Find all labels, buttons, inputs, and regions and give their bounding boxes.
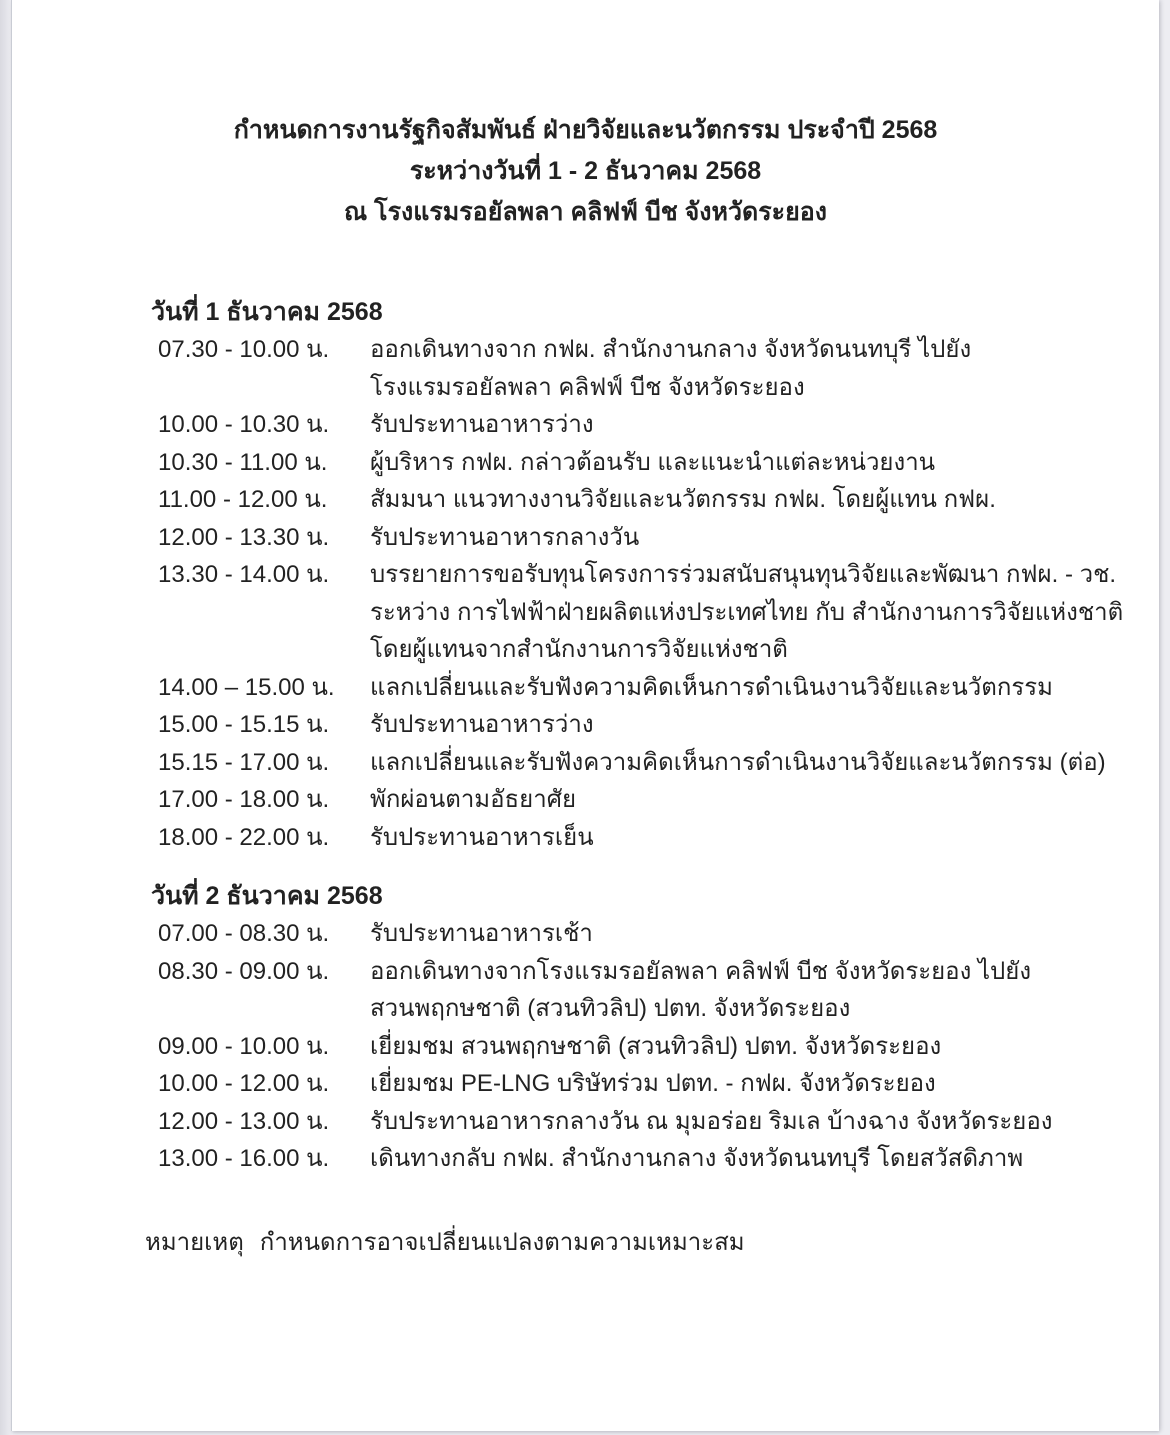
- item-activity: [370, 556, 1123, 669]
- item-activity: [370, 1103, 1053, 1141]
- schedule-row: [158, 519, 1104, 557]
- item-time: 14.00 – 15.00 น.: [158, 673, 335, 701]
- item-time: 13.30 - 14.00 น.: [158, 561, 330, 588]
- footnote-text: กำหนดการอาจเปลี่ยนแปลงตามความเหมาะสม: [259, 1228, 745, 1256]
- item-activity: [370, 1140, 1023, 1178]
- item-time: 12.00 - 13.00 น.: [158, 1107, 330, 1135]
- item-activity: [370, 1065, 936, 1103]
- item-activity: [370, 744, 1106, 782]
- schedule-days: [12, 293, 1159, 1178]
- item-time: 10.00 - 12.00 น.: [158, 1070, 330, 1097]
- activity-line: ออกเดินทางจาก กฟผ. สำนักงานกลาง จังหวัดนนทบุรี ไปยัง: [370, 336, 972, 363]
- schedule-row: [158, 915, 1104, 953]
- item-time: 08.30 - 09.00 น.: [158, 957, 330, 985]
- item-activity: [370, 781, 576, 819]
- item-time: 13.00 - 16.00 น.: [158, 1145, 330, 1172]
- item-time: 15.00 - 15.15 น.: [158, 711, 330, 738]
- activity-line: เดินทางกลับ กฟผ. สำนักงานกลาง จังหวัดนนทบุรี โดยสวัสดิภาพ: [370, 1145, 1024, 1172]
- schedule-row: [158, 819, 1104, 857]
- activity-line: ผู้บริหาร กฟผ. กล่าวต้อนรับ และแนะนำแต่ละหน่วยงาน: [370, 448, 936, 476]
- schedule-row: [158, 953, 1104, 1028]
- activity-line: รับประทานอาหารกลางวัน ณ มุมอร่อย ริมเล บ้างฉาง จังหวัดระยอง: [370, 1107, 1053, 1135]
- activity-line: รับประทานอาหารเย็น: [370, 823, 594, 851]
- item-activity: [370, 406, 594, 444]
- day-items: [158, 915, 1104, 1178]
- activity-line: สวนพฤกษชาติ (สวนทิวลิป) ปตท. จังหวัดระยอง: [370, 995, 851, 1022]
- title-block: [12, 0, 1159, 233]
- activity-line: แลกเปลี่ยนและรับฟังความคิดเห็นการดำเนินงานวิจัยและนวัตกรรม (ต่อ): [370, 748, 1106, 776]
- item-time: 11.00 - 12.00 น.: [158, 486, 328, 513]
- document-title-line-2: ระหว่างวันที่ 1 - 2 ธันวาคม 2568: [409, 157, 762, 185]
- day-section: [151, 293, 1124, 856]
- footnote: [12, 1224, 1159, 1262]
- day-items: [158, 331, 1124, 856]
- schedule-row: [158, 744, 1104, 782]
- item-time: 12.00 - 13.30 น.: [158, 523, 330, 551]
- activity-line: ออกเดินทางจากโรงแรมรอยัลพลา คลิฟฟ์ บีช จังหวัดระยอง ไปยัง: [370, 957, 1032, 985]
- item-time: 10.30 - 11.00 น.: [158, 448, 328, 476]
- activity-line: เยี่ยมชม สวนพฤกษชาติ (สวนทิวลิป) ปตท. จังหวัดระยอง: [370, 1032, 942, 1060]
- item-activity: [370, 819, 594, 857]
- schedule-row: [158, 1140, 1104, 1178]
- activity-line: รับประทานอาหารว่าง: [370, 411, 594, 438]
- schedule-row: [158, 669, 1104, 707]
- document-page: [12, 0, 1159, 1431]
- item-time: 10.00 - 10.30 น.: [158, 411, 330, 438]
- item-activity: [370, 444, 935, 482]
- activity-line: บรรยายการขอรับทุนโครงการร่วมสนับสนุนทุนวิจัยและพัฒนา กฟผ. - วช.: [370, 561, 1117, 588]
- schedule-row: [158, 1103, 1104, 1141]
- item-activity: [370, 915, 593, 953]
- item-time: 15.15 - 17.00 น.: [158, 748, 330, 776]
- day-heading: วันที่ 1 ธันวาคม 2568: [151, 298, 383, 326]
- schedule-row: [158, 406, 1104, 444]
- activity-line: สัมมนา แนวทางงานวิจัยและนวัตกรรม กฟผ. โดยผู้แทน กฟผ.: [370, 486, 996, 513]
- activity-line: ระหว่าง การไฟฟ้าฝ่ายผลิตแห่งประเทศไทย กับ สำนักงานการวิจัยแห่งชาติ: [370, 598, 1124, 626]
- document-title-line-3: ณ โรงแรมรอยัลพลา คลิฟฟ์ บีช จังหวัดระยอง: [344, 198, 827, 226]
- item-time: 07.30 - 10.00 น.: [158, 336, 330, 363]
- item-time: 18.00 - 22.00 น.: [158, 823, 330, 851]
- activity-line: โรงแรมรอยัลพลา คลิฟฟ์ บีช จังหวัดระยอง: [370, 373, 805, 401]
- item-activity: [370, 953, 1031, 1028]
- activity-line: รับประทานอาหารว่าง: [370, 711, 594, 738]
- schedule-row: [158, 1028, 1104, 1066]
- item-activity: [370, 331, 971, 406]
- item-activity: [370, 481, 996, 519]
- schedule-row: [158, 444, 1104, 482]
- day-heading: วันที่ 2 ธันวาคม 2568: [151, 882, 383, 910]
- footnote-label: หมายเหตุ: [145, 1228, 244, 1256]
- activity-line: รับประทานอาหารเช้า: [370, 920, 593, 947]
- schedule-row: [158, 1065, 1104, 1103]
- schedule-row: [158, 706, 1104, 744]
- schedule-row: [158, 331, 1104, 406]
- schedule-row: [158, 556, 1124, 669]
- item-time: 07.00 - 08.30 น.: [158, 920, 330, 947]
- item-activity: [370, 669, 1053, 707]
- schedule-row: [158, 781, 1104, 819]
- item-time: 17.00 - 18.00 น.: [158, 786, 330, 813]
- activity-line: โดยผู้แทนจากสำนักงานการวิจัยแห่งชาติ: [370, 636, 788, 663]
- item-activity: [370, 519, 639, 557]
- activity-line: เยี่ยมชม PE-LNG บริษัทร่วม ปตท. - กฟผ. จังหวัดระยอง: [370, 1070, 936, 1097]
- activity-line: แลกเปลี่ยนและรับฟังความคิดเห็นการดำเนินงานวิจัยและนวัตกรรม: [370, 673, 1053, 701]
- activity-line: รับประทานอาหารกลางวัน: [370, 523, 640, 551]
- item-time: 09.00 - 10.00 น.: [158, 1032, 330, 1060]
- item-activity: [370, 1028, 941, 1066]
- day-section: [151, 877, 1104, 1178]
- item-activity: [370, 706, 594, 744]
- activity-line: พักผ่อนตามอัธยาศัย: [370, 786, 577, 813]
- schedule-row: [158, 481, 1104, 519]
- document-title-line-1: กำหนดการงานรัฐกิจสัมพันธ์ ฝ่ายวิจัยและนวัตกรรม ประจำปี 2568: [233, 116, 938, 144]
